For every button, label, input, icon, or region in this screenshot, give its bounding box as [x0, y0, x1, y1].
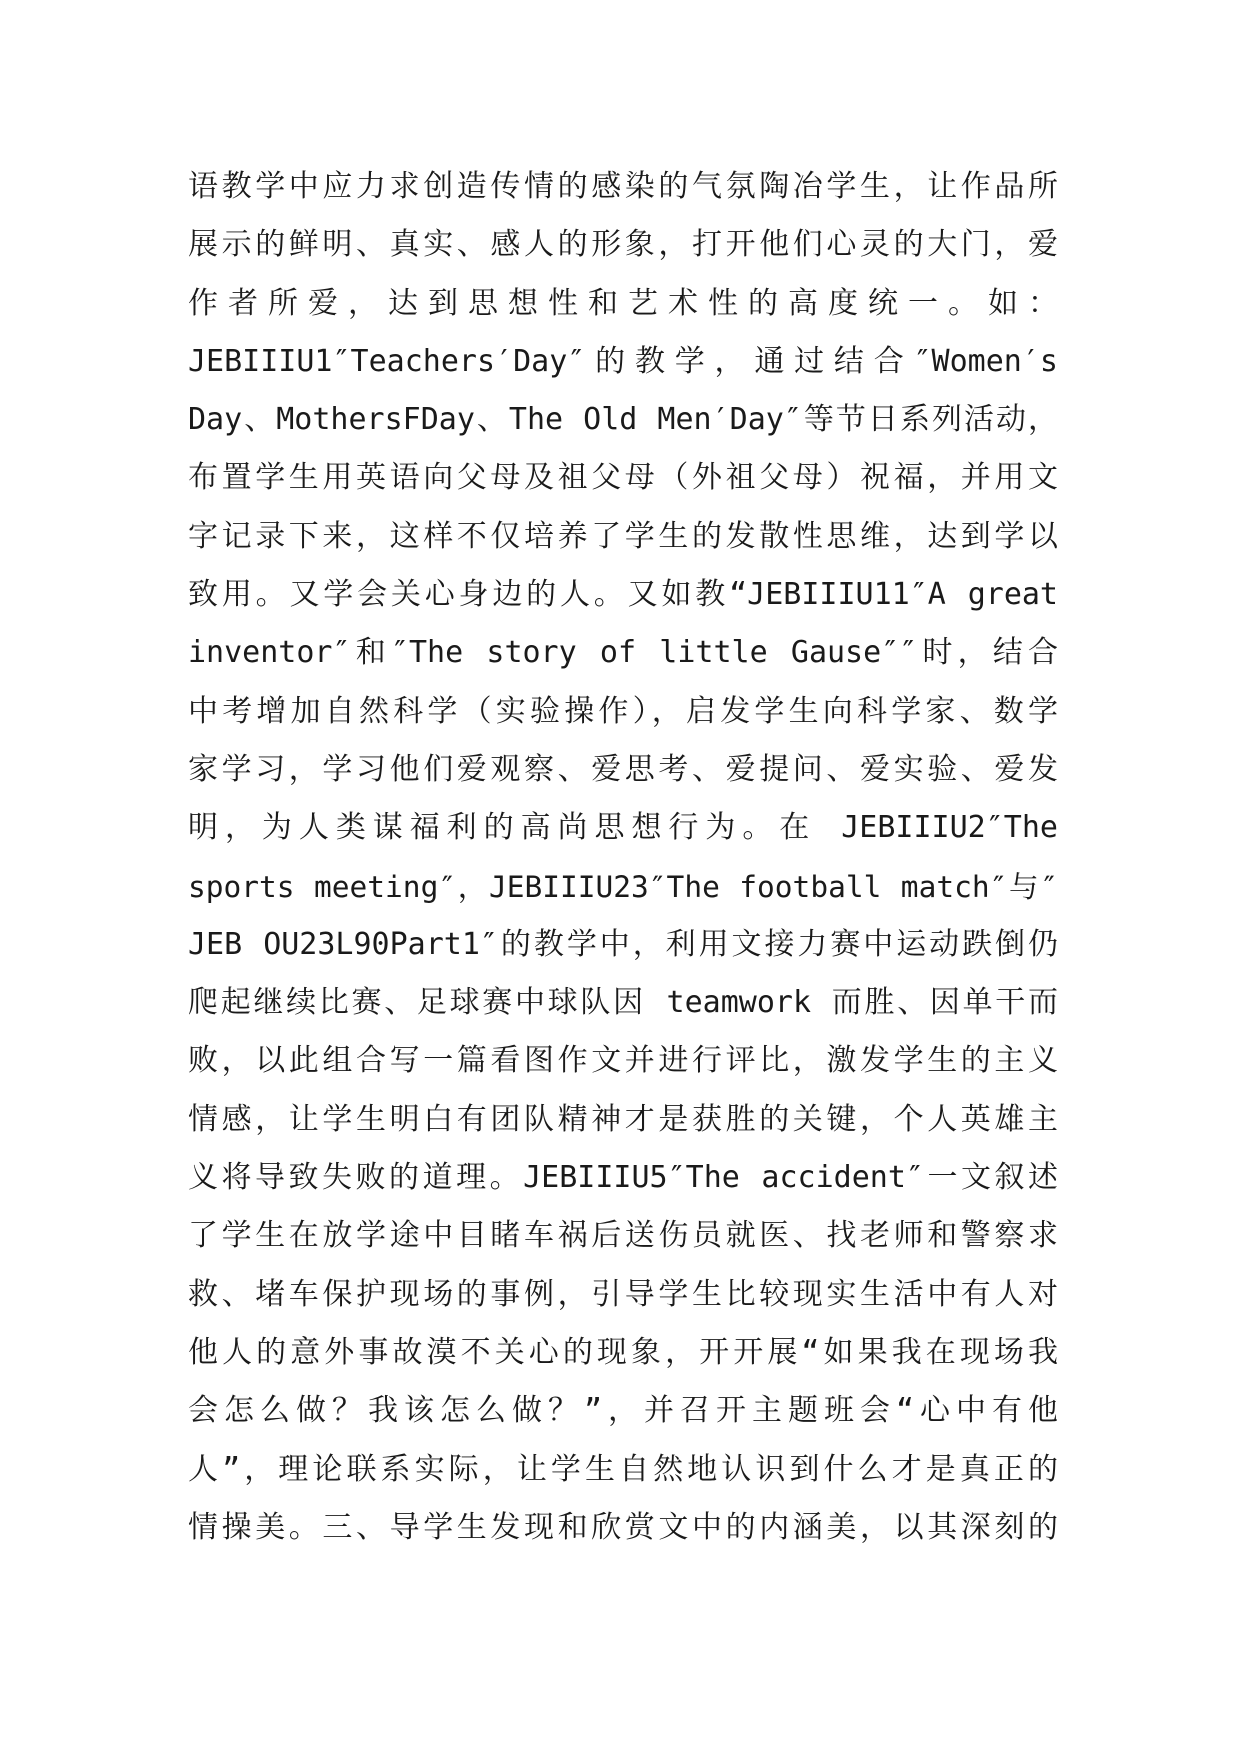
text-line-10: 中考增加自然科学（实验操作），启发学生向科学家、数学	[188, 693, 1058, 729]
text-line-4: JEBIIIU1″Teachers′Day″的教学，通过结合″Women′s	[188, 343, 1058, 379]
text-line-16: 败，以此组合写一篇看图作文并进行评比，激发学生的主义	[188, 1043, 1058, 1079]
text-line-7: 字记录下来，这样不仅培养了学生的发散性思维，达到学以	[188, 518, 1058, 554]
text-line-14: JEB OU23L90Part1″的教学中，利用文接力赛中运动跌倒仍	[188, 926, 1058, 962]
text-line-18: 义将导致失败的道理。JEBIIIU5″The accident″一文叙述	[188, 1160, 1058, 1196]
text-line-20: 救、堵车保护现场的事例，引导学生比较现实生活中有人对	[188, 1276, 1058, 1312]
text-line-3: 作者所爱，达到思想性和艺术性的高度统一。如：	[188, 285, 1058, 321]
text-line-1: 语教学中应力求创造传情的感染的气氛陶冶学生，让作品所	[188, 169, 1058, 204]
text-line-23: 人”，理论联系实际，让学生自然地认识到什么才是真正的	[188, 1451, 1058, 1487]
text-line-17: 情感，让学生明白有团队精神才是获胜的关键，个人英雄主	[188, 1101, 1058, 1137]
text-line-5: Day、MothersFDay、The Old Men′Day″等节日系列活动，	[188, 402, 1058, 438]
body-text	[188, 158, 1058, 1557]
text-line-15: 爬起继续比赛、足球赛中球队因 teamwork 而胜、因单干而	[188, 985, 1058, 1021]
text-line-21: 他人的意外事故漠不关心的现象，开开展“如果我在现场我	[188, 1334, 1058, 1370]
text-line-22: 会怎么做？我该怎么做？”，并召开主题班会“心中有他	[188, 1393, 1058, 1429]
text-line-24: 情操美。三、导学生发现和欣赏文中的内涵美，以其深刻的	[188, 1509, 1058, 1545]
text-line-13: sports meeting″，JEBIIIU23″The football match″与″	[188, 869, 1058, 904]
text-line-2: 展示的鲜明、真实、感人的形象，打开他们心灵的大门，爱	[188, 227, 1058, 263]
text-line-19: 了学生在放学途中目睹车祸后送伤员就医、找老师和警察求	[188, 1218, 1058, 1254]
text-line-9: inventor″和″The story of little Gause″″时，结合	[188, 635, 1058, 671]
text-line-8: 致用。又学会关心身边的人。又如教“JEBIIIU11″A great	[188, 577, 1058, 613]
text-line-12: 明，为人类谋福利的高尚思想行为。在 JEBIIIU2″The	[188, 810, 1058, 846]
text-line-6: 布置学生用英语向父母及祖父母（外祖父母）祝福，并用文	[188, 460, 1058, 496]
text-line-11: 家学习，学习他们爱观察、爱思考、爱提问、爱实验、爱发	[188, 751, 1058, 787]
